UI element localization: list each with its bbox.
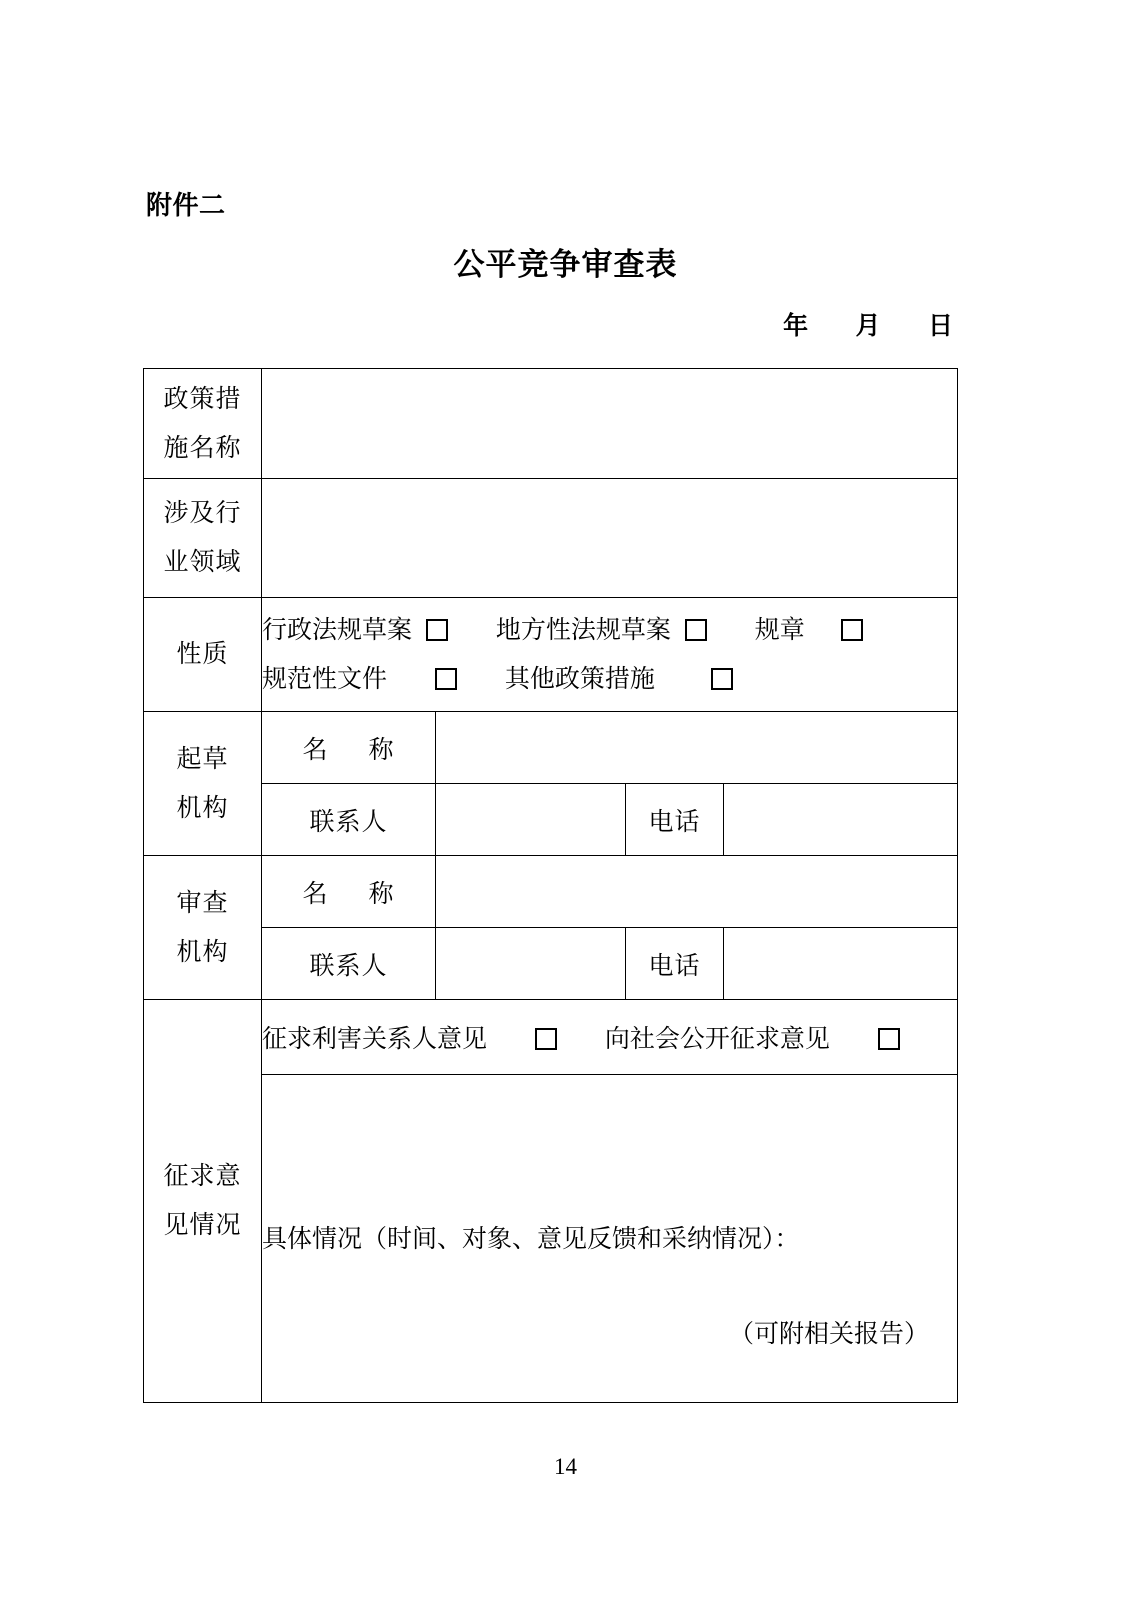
- label-line: 业领域: [163, 547, 242, 576]
- label-line: 施名称: [163, 432, 242, 462]
- label-review-org-name: [262, 856, 436, 928]
- date-line: [783, 313, 953, 338]
- table-row-industry-field: [144, 479, 958, 598]
- label-line: 涉及行: [163, 498, 242, 528]
- label-review-org: [144, 856, 262, 1000]
- label-part: 名: [302, 878, 329, 908]
- checkbox-rule[interactable]: [841, 619, 863, 641]
- page-title: 公平竞争审查表: [453, 247, 678, 283]
- table-row-drafting-org-contact: [144, 784, 958, 856]
- date-month-label: 月: [855, 311, 881, 340]
- nature-option-label-admin-regulation-draft: 行政法规草案: [262, 615, 413, 645]
- input-drafting-org-phone[interactable]: [724, 784, 958, 856]
- label-consultation: [144, 1000, 262, 1403]
- page-number: 14: [554, 1454, 577, 1479]
- date-day-label: 日: [927, 311, 953, 340]
- label-line: 起草: [176, 743, 229, 773]
- table-row-policy-name: [144, 369, 958, 479]
- input-review-org-name[interactable]: [436, 856, 958, 928]
- table-row-consultation-detail: [144, 1075, 958, 1403]
- label-industry-field: [144, 479, 262, 598]
- nature-option-label-local-regulation-draft: 地方性法规草案: [495, 615, 671, 645]
- label-line: 机构: [176, 936, 229, 966]
- label-drafting-org-name: [262, 712, 436, 784]
- label-line: 性质: [176, 639, 229, 669]
- consultation-options: [262, 1000, 958, 1075]
- checkbox-other-policy-measure[interactable]: [711, 668, 733, 690]
- date-year-label: 年: [783, 311, 809, 340]
- consultation-option-label-stakeholders: 征求利害关系人意见: [262, 1024, 488, 1053]
- label-review-org-contact: 联系人: [262, 928, 436, 1000]
- input-drafting-org-name[interactable]: [436, 712, 958, 784]
- label-line: 征求意: [163, 1161, 242, 1191]
- input-industry-field[interactable]: [262, 479, 958, 598]
- table-row-review-org-contact: [144, 928, 958, 1000]
- nature-option-label-other-policy-measure: 其他政策措施: [504, 663, 655, 693]
- table-row-consultation-options: [144, 1000, 958, 1075]
- label-line: 见情况: [163, 1210, 242, 1239]
- label-review-org-phone: 电话: [626, 928, 724, 1000]
- label-drafting-org-phone: 电话: [626, 784, 724, 856]
- checkbox-consult-public[interactable]: [878, 1028, 900, 1050]
- table-row-nature: [144, 598, 958, 712]
- input-policy-name[interactable]: [262, 369, 958, 479]
- checkbox-normative-document[interactable]: [435, 668, 457, 690]
- label-part: 称: [368, 878, 395, 908]
- input-review-org-phone[interactable]: [724, 928, 958, 1000]
- nature-option-label-normative-document: 规范性文件: [262, 663, 388, 693]
- nature-option-label-rule: 规章: [754, 615, 805, 645]
- attachment-label: 附件二: [146, 191, 226, 221]
- checkbox-consult-stakeholders[interactable]: [535, 1028, 557, 1050]
- label-line: 审查: [176, 887, 229, 917]
- input-drafting-org-contact[interactable]: [436, 784, 626, 856]
- table-row-drafting-org-name: [144, 712, 958, 784]
- consultation-option-label-public: 向社会公开征求意见: [604, 1024, 830, 1053]
- table-row-review-org-name: [144, 856, 958, 928]
- fair-competition-review-form: [143, 368, 958, 1403]
- label-line: 机构: [176, 792, 229, 822]
- nature-options-line-1: [262, 613, 957, 647]
- checkbox-local-regulation-draft[interactable]: [685, 619, 707, 641]
- consultation-detail-area[interactable]: [262, 1075, 958, 1403]
- label-nature: [144, 598, 262, 712]
- label-line: 政策措: [163, 383, 242, 413]
- label-part: 名: [302, 734, 329, 764]
- consultation-detail-prompt: 具体情况（时间、对象、意见反馈和采纳情况）：: [262, 1223, 800, 1253]
- label-drafting-org: [144, 712, 262, 856]
- checkbox-admin-regulation-draft[interactable]: [426, 619, 448, 641]
- nature-options: [262, 598, 958, 712]
- label-part: 称: [368, 734, 395, 764]
- input-review-org-contact[interactable]: [436, 928, 626, 1000]
- nature-options-line-2: [262, 662, 957, 696]
- label-drafting-org-contact: 联系人: [262, 784, 436, 856]
- consultation-attachment-note: （可附相关报告）: [728, 1319, 929, 1348]
- label-policy-name: [144, 369, 262, 479]
